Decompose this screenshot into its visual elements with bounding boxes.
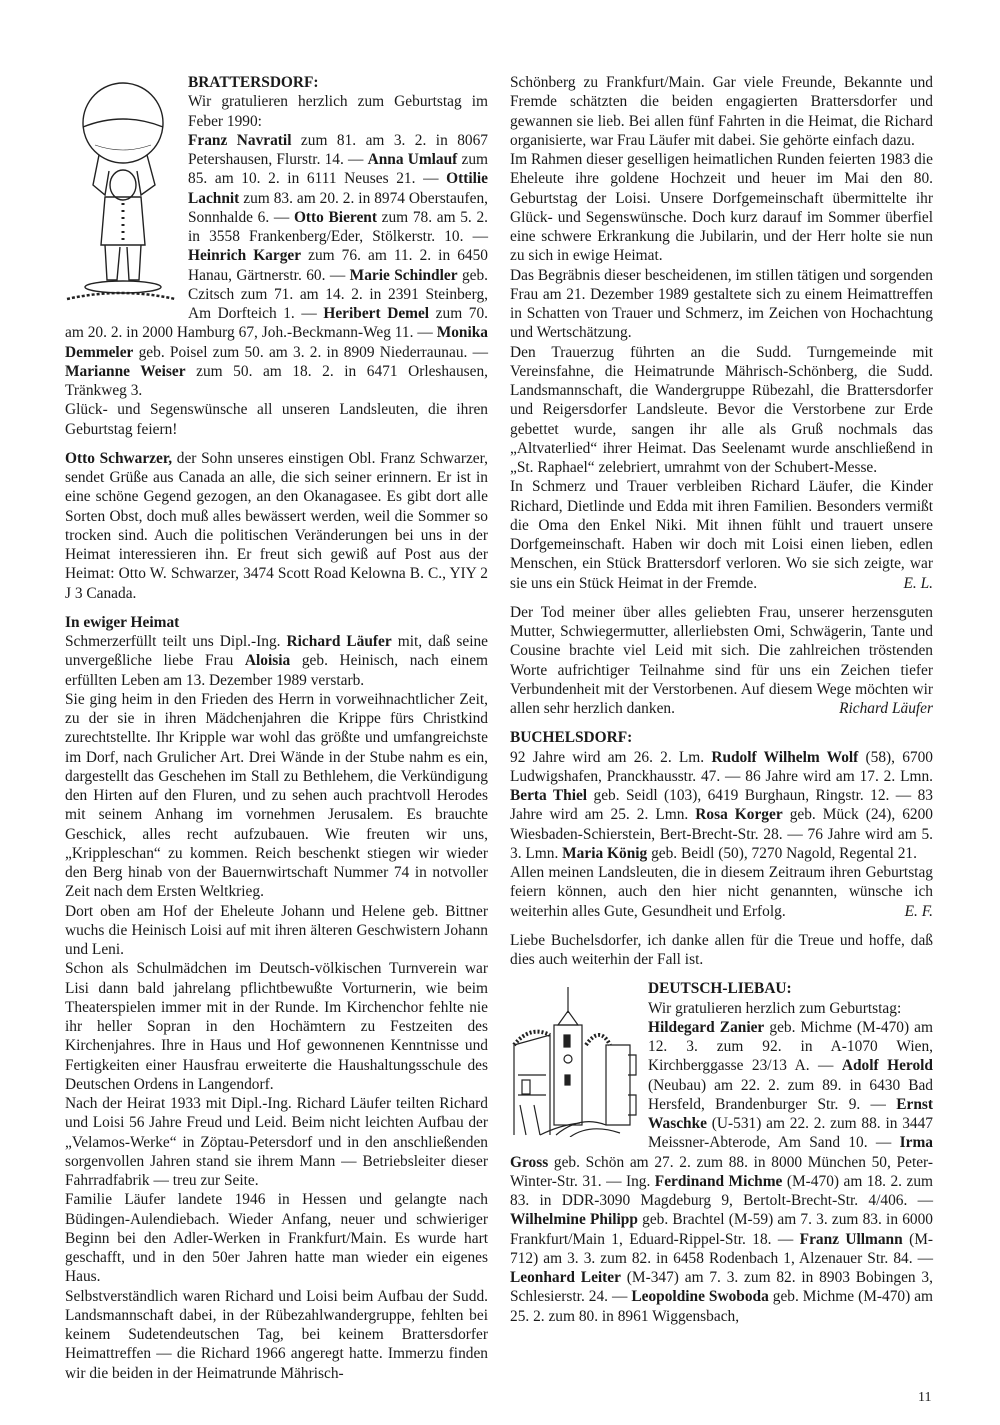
name-bold: Leopoldine Swoboda xyxy=(631,1288,769,1306)
name-bold: In ewiger Heimat xyxy=(65,613,180,631)
text-run: zum 50. am 18. 2. in 6471 Orleshausen, Tränkweg 3. xyxy=(65,362,489,399)
paragraph xyxy=(65,959,488,1094)
text-run: geb. Schön am 27. 2. zum 88. in 8000 München 50, Peter-Winter-Str. 31. — Ing. xyxy=(510,1153,933,1190)
text-run: zum 83. am 20. 2. in 8974 Oberstaufen, Sonnhalde 6. — xyxy=(188,189,488,226)
text-run: zum 76. am 11. 2. in 6450 Hanau, Gärtnerstr. 60. — xyxy=(188,247,489,284)
text-run: In Schmerz und Trauer verbleiben Richard Läufer, die Kinder Richard, Dietlinde und Edda mit ihren Familien. Besonders vermißt die Oma den Enkel Niki. Mit ihnen fühlt und trauert unsere Dorfgemeinschaft. Haben wir doch mit Loisi einen lieben, edlen Menschen, ein Stück Brattersdorf verloren. Wo sie sich zeigte, war sie uns ein Stück Heimat in der Fremde. xyxy=(510,478,933,592)
name-bold: Franz Navratil xyxy=(188,131,292,149)
name-bold: Adolf Herold xyxy=(841,1057,933,1075)
text-run: geb. Brachtel (M-59) am 7. 3. zum 83. in 6000 Frankfurt/Main 1, Eduard-Rippel-Str. 18. — xyxy=(510,1211,933,1248)
paragraph xyxy=(510,266,933,343)
section-heading xyxy=(510,728,933,747)
text-run: zum 78. am 5. 2. in 3558 Frankenberg/Eder, Stölkerstr. 10. — xyxy=(188,208,488,245)
paragraph xyxy=(510,863,933,921)
text-run: Den Trauerzug führten an die Sudd. Turngemeinde mit Vereinsfahne, die Heimatrunde Mährisch-Schönberg, die Sudd. Landsmannschaft, die Wandergruppe Rübezahl, die Brattersdorfer und Reigersdorfer Landsleute. Bevor die Verstorbene zur Erde gebettet wurde, sangen ihr alle als Gruß nochmals das „Altvaterlied“ ihrer Heimat. Das Seelenamt wurde anschließend in „St. Raphael“ zelebriert, umrahmt von der Schubert-Messe. xyxy=(510,343,933,476)
paragraph xyxy=(510,343,933,478)
name-bold: Anna Umlauf xyxy=(367,151,458,168)
text-run: Im Rahmen dieser geselligen heimatlichen Runden feierten 1983 die Eheleute ihre goldene Hochzeit und heuer im Mai den 80. Geburtstag der Loisi. Unsere Dorfgemeinschaft übermittelte ihr Glück- und Segenswünsche. Doch kurz darauf im Sommer überfiel eine schwere Erkrankung die Jubilarin, und der Herr holte sie nun zu sich in ewige Heimat. xyxy=(510,151,933,265)
section-heading xyxy=(65,613,488,632)
text-run: geb. Heinisch, nach einem erfüllten Leben am 13. Dezember 1989 verstarb. xyxy=(65,652,488,689)
article-section xyxy=(510,979,933,1326)
article-section xyxy=(510,931,933,970)
text-run: Allen meinen Landsleuten, die in diesem Zeitraum ihren Geburtstag feiern können, auch den hier nicht genannten, wünsche ich weiterhin alles Gute, Gesundheit und Erfolg. xyxy=(510,864,933,920)
text-run: (M-470) am 18. 2. zum 83. in DDR-3090 Magdeburg 9, Bertolt-Brecht-Str. 4/406. — xyxy=(510,1172,933,1209)
name-bold: Aloisia xyxy=(244,652,291,670)
name-bold: Franz Ullmann xyxy=(799,1230,903,1248)
text-run: mit, daß seine unvergeßliche liebe Frau xyxy=(65,633,488,670)
author-signature: E. L. xyxy=(903,574,933,592)
article-section xyxy=(510,728,933,921)
text-run: Liebe Buchelsdorfer, ich danke allen für die Treue und hoffe, daß dies auch weiterhin der Fall ist. xyxy=(510,931,933,968)
text-run: Sie ging heim in den Frieden des Herrn in vorweihnachtlicher Zeit, zu der sie in ihren Mädchenjahren die Krippe fürs Christkind zurechtstellte. Ihr Kripple war wohl das größte und umfangreichste im Dorf, nach Grulicher Art. Drei Wände in der Stube nahm es ein, dargestellt das Geschehen im Stall zu Bethlehem, die Verkündigung den Hirten auf den Fluren, und zu sehen auch prachtvoll Herodes mit seinem Anhang im vornehmen Jerusalem. Es brauchte Geschick, alles recht aufzubauen. Wie freuten wir uns, „Krippleschan“ zu kommen. Reich beschenkt stiegen wir wieder den Berg hinab von der Bauernwirtschaft Nummer 74 in notvoller Zeit nach dem Ersten Weltkrieg. xyxy=(65,690,488,901)
church-illustration-icon xyxy=(510,985,638,1137)
name-bold: Maria König xyxy=(562,844,648,862)
left-column xyxy=(65,73,488,1393)
paragraph xyxy=(65,1190,488,1286)
text-run: 92 Jahre wird am 26. 2. Lm. xyxy=(510,748,712,766)
name-bold: Marianne Weiser xyxy=(65,362,186,380)
name-bold: Wilhelmine Philipp xyxy=(510,1211,638,1229)
text-run: geb. Seidl (103), 6419 Burghaun, Ringstr. 12. — 83 Jahre wird am 25. 2. Lmn. xyxy=(510,787,933,824)
paragraph xyxy=(510,477,933,593)
name-bold: Ferdinand Michme xyxy=(654,1172,783,1190)
name-bold: Richard Läufer xyxy=(286,633,392,650)
name-bold: DEUTSCH-LIEBAU: xyxy=(648,980,792,998)
text-run: (U-531) am 22. 2. zum 88. in 3447 Meissner-Abterode, Am Sand 10. — xyxy=(648,1115,933,1152)
paragraph xyxy=(65,632,488,690)
name-bold: BUCHELSDORF: xyxy=(510,729,633,747)
article-section xyxy=(65,73,488,439)
text-run: geb. Mück (24), 6200 Wiesbaden-Schierstein, Bert-Brecht-Str. 28. — 76 Jahre wird am 5. 3. Lmn. xyxy=(510,806,933,862)
paragraph xyxy=(65,1287,488,1383)
text-run: Schon als Schulmädchen im Deutsch-völkischen Turnverein war Lisi dann bald jahrelang pflichtbewußte Vorturnerin, wie beim Theaterspielen immer mit in der Runde. Im Kirchenchor fehlte nie ihr heller Sopran in den Hochämtern zu Festzeiten des Kirchenjahres. Ihre in Haus und Hof gewonnenen Kenntnisse und Fertigkeiten einer Hausfrau erweiterte die Haushaltungsschule des Deutschen Ordens in Langendorf. xyxy=(65,960,488,1093)
paragraph xyxy=(510,748,933,864)
article-section xyxy=(65,613,488,1383)
name-bold: Otto Schwarzer, xyxy=(65,449,173,467)
name-bold: Hildegard Zanier xyxy=(648,1018,765,1036)
name-bold: Ottilie Lachnit xyxy=(188,170,488,207)
text-run: geb. Poisel zum 50. am 3. 2. in 8909 Niederraunau. — xyxy=(133,343,488,361)
text-run: Selbstverständlich waren Richard und Loisi beim Aufbau der Sudd. Landsmannschaft dabei, in der Rübezahlwandergruppe, fehlten bei keinem Sudetendeutschen Tag, bei keinem Brattersdorfer Heimattreffen — die Richard 1966 angeregt hatte. Immerzu finden wir die beiden in der Heimatrunde Mährisch- xyxy=(65,1287,488,1382)
paragraph xyxy=(65,1094,488,1190)
name-bold: Monika Demmeler xyxy=(65,324,488,361)
name-bold: Marie Schindler xyxy=(349,266,458,284)
name-bold: Berta Thiel xyxy=(510,787,588,804)
text-run: Dort oben am Hof der Eheleute Johann und Helene geb. Bittner wuchs die Heinisch Loisi auf mit ihren älteren Geschwistern Johann und Leni. xyxy=(65,902,488,958)
text-run: zum 70. am 20. 2. in 2000 Hamburg 67, Joh.-Beckmann-Weg 11. — xyxy=(65,305,488,342)
atlas-illustration-icon xyxy=(65,75,178,307)
text-run: geb. Czitsch zum 71. am 14. 2. in 2391 Steinberg, Am Dorfteich 1. — xyxy=(188,266,489,322)
text-run: der Sohn unseres einstigen Obl. Franz Schwarzer, sendet Grüße aus Canada an alle, die sich seiner erinnern. Er ist in eine schöne Gegend gezogen, an den Okanagasee. Es gibt dort alle Sorten Obst, doch muß alles bewässert werden, weil die Sommer so trocken sind. Auch die politischen Veränderungen bei uns in der Heimat interessieren ihn. Er freut sich gewiß auf Post aus der Heimat: Otto W. Schwarzer, 3474 Scott Road Kelowna B. C., YIY 2 J 3 Canada. xyxy=(65,449,488,602)
text-run: Der Tod meiner über alles geliebten Frau, unserer herzensguten Mutter, Schwiegermutter, allerliebsten Omi, Schwägerin, Tante und Cousine brachte viel Leid mit sich. Die zahlreichen tröstenden Worte aufrichtiger Teilnahme sind für uns ein Zeichen tiefer Verbundenheit mit der Verstorbenen. Auf diesem Wege möchten wir allen sehr herzlich danken. xyxy=(510,603,933,717)
text-run: Schmerzerfüllt teilt uns Dipl.-Ing. xyxy=(65,633,287,650)
text-run: (Neubau) am 22. 2. zum 89. in 6430 Bad Hersfeld, Brandenburger Str. 9. — xyxy=(648,1076,933,1113)
article-section xyxy=(510,603,933,719)
text-run: Wir gratulieren herzlich zum Geburtstag: xyxy=(648,999,902,1017)
name-bold: Leonhard Leiter xyxy=(510,1269,621,1286)
paragraph xyxy=(65,400,488,439)
right-column xyxy=(510,73,933,1336)
paragraph xyxy=(510,603,933,719)
text-run: (M-347) am 7. 3. zum 82. in 8903 Bobingen 3, Schlesierstr. 24. — xyxy=(510,1269,933,1306)
name-bold: Heribert Demel xyxy=(323,305,430,322)
name-bold: BRATTERSDORF: xyxy=(188,74,319,91)
text-run: Familie Läufer landete 1946 in Hessen und gelangte nach Büdingen-Aulendiebach. Wieder Anfang, neuer und schwieriger Beginn bei den Adler-Werken in Frankfurt/Main. Es wurde hart geschafft, und in den 50er Jahren hatte man wieder ein eigenes Haus. xyxy=(65,1191,488,1286)
text-run: geb. Michme (M-470) am 25. 2. zum 80. in 8961 Wiggensbach, xyxy=(510,1288,933,1325)
paragraph xyxy=(65,902,488,960)
name-bold: Rosa Korger xyxy=(695,806,783,824)
text-run: geb. Michme (M-470) am 12. 3. zum 92. in A-1070 Wien, Kirchberggasse 23/13 A. — xyxy=(648,1018,933,1075)
paragraph xyxy=(510,150,933,266)
author-signature: Richard Läufer xyxy=(839,700,933,717)
name-bold: Irma Gross xyxy=(510,1134,933,1171)
text-run: zum 85. am 10. 2. in 6111 Neuses 21. — xyxy=(188,151,488,188)
text-run: (M-712) am 3. 3. zum 82. in 6458 Rodenbach 1, Alzenauer Str. 84. — xyxy=(510,1230,934,1267)
paragraph xyxy=(510,931,933,970)
article-section xyxy=(510,73,933,593)
text-run: (58), 6700 Ludwigshafen, Pranckhausstr. 47. — 86 Jahre wird am 17. 2. Lmn. xyxy=(510,748,933,785)
paragraph xyxy=(65,690,488,902)
page-number: 11 xyxy=(918,1390,932,1405)
paragraph xyxy=(510,73,933,150)
paragraph xyxy=(65,449,488,603)
text-run: Glück- und Segenswünsche all unseren Landsleuten, die ihren Geburtstag feiern! xyxy=(65,401,488,438)
name-bold: Ernst Waschke xyxy=(648,1095,933,1132)
text-run: Schönberg zu Frankfurt/Main. Gar viele Freunde, Bekannte und Fremde schätzten die beiden engagierten Brattersdorfer und gewannen sie lieb. Bei allen fünf Fahrten in die Heimat, die Richard organisierte, war Frau Läufer mit dabei. Sie gehörte einfach dazu. xyxy=(510,74,933,149)
text-run: Nach der Heirat 1933 mit Dipl.-Ing. Richard Läufer teilten Richard und Loisi 56 Jahre Freud und Leid. Beim nicht leichten Aufbau der „Velamos-Werke“ in Zöptau-Petersdorf und in den anschließenden sorgenvollen Jahren stand sie ihrem Mann — Betriebsleiter dieser Fahrradfabrik — treu zur Seite. xyxy=(65,1095,488,1189)
name-bold: Otto Bierent xyxy=(293,208,377,226)
text-run: Wir gratulieren herzlich zum Geburtstag im Feber 1990: xyxy=(188,93,488,130)
name-bold: Heinrich Karger xyxy=(188,247,302,265)
text-run: geb. Beidl (50), 7270 Nagold, Regental 21. xyxy=(647,844,917,862)
article-section xyxy=(65,449,488,603)
author-signature: E. F. xyxy=(904,902,933,920)
name-bold: Rudolf Wilhelm Wolf xyxy=(711,748,859,766)
text-run: zum 81. am 3. 2. in 8067 Petershausen, Flurstr. 14. — xyxy=(188,131,489,168)
text-run: Das Begräbnis dieser bescheidenen, im stillen tätigen und sorgenden Frau am 21. Dezember 1989 gestaltete sich zu einem Heimattreffen in Schatten von Trauer und Schmerz, im Zeichen von Hochachtung und Wertschätzung. xyxy=(510,266,933,342)
